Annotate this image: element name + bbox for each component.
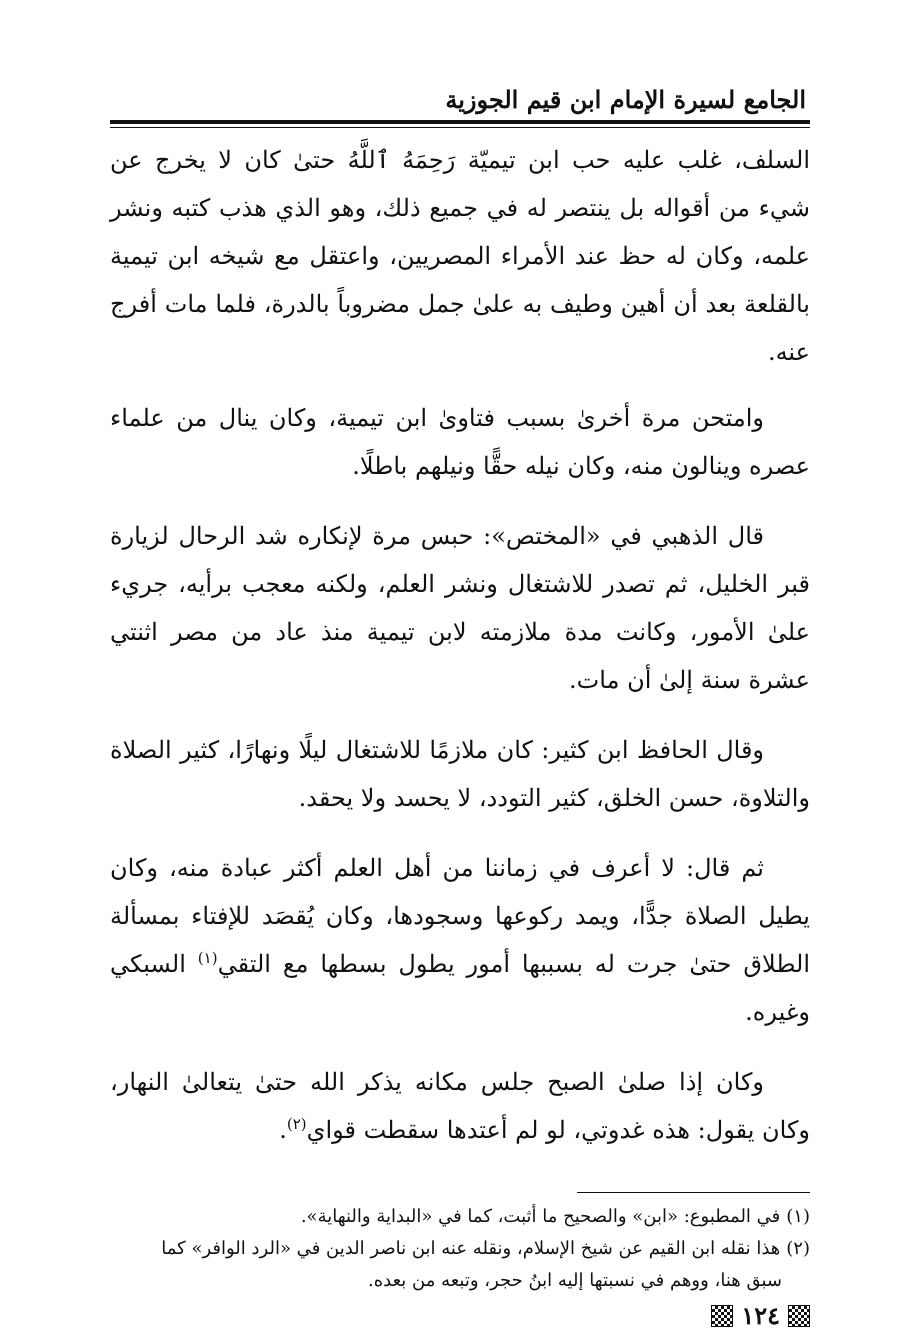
- paragraph-6-text: وكان إذا صلىٰ الصبح جلس مكانه يذكر الله حتىٰ يتعالىٰ النهار، وكان يقول: هذه غدوتي، لو لم أعتدها سقطت قواي: [110, 1068, 810, 1144]
- header-rule-thick: [110, 120, 810, 124]
- footnote-separator: [577, 1192, 810, 1193]
- footnote-1-number: (١): [786, 1206, 810, 1227]
- paragraph-5-tail: السبكي وغيره.: [110, 950, 810, 1026]
- footnote-ref-2[interactable]: (٢): [286, 1115, 307, 1133]
- header-rule-thin: [110, 127, 810, 128]
- ornament-right-icon: [788, 1305, 810, 1327]
- paragraph-3: قال الذهبي في «المختص»: حبس مرة لإنكاره شد الرحال لزيارة قبر الخليل، ثم تصدر للاشتغال ونشر العلم، ولكنه معجب برأيه، جريء علىٰ الأمور، وكانت مدة ملازمته لابن تيمية منذ عاد من مصر اثنتي عشرة سنة إلىٰ أن مات.: [110, 522, 810, 694]
- paragraph-4: وقال الحافظ ابن كثير: كان ملازمًا للاشتغال ليلًا ونهارًا، كثير الصلاة والتلاوة، حسن الخلق، كثير التودد، لا يحسد ولا يحقد.: [110, 736, 810, 812]
- footnote-2-continuation: سبق هنا، ووهم في نسبتها إليه ابنُ حجر، وتبعه من بعده.: [367, 1270, 782, 1291]
- paragraph-5-text: ثم قال: لا أعرف في زماننا من أهل العلم أكثر عبادة منه، وكان يطيل الصلاة جدًّا، ويمد ركوعها وسجودها، وكان يُقصَد للإفتاء بمسألة الطلاق حتىٰ جرت له بسببها أمور يطول بسطها مع التقي: [110, 854, 810, 978]
- paragraph-6-tail: .: [279, 1116, 287, 1144]
- page-number-block: [110, 1301, 810, 1331]
- paragraph-5: [110, 844, 810, 1036]
- paragraph-6: [110, 1058, 810, 1154]
- body-text: [110, 136, 810, 1154]
- document-page: [110, 82, 810, 1330]
- footnote-1-text: في المطبوع: «ابن» والصحيح ما أثبت، كما في «البداية والنهاية».: [300, 1206, 781, 1227]
- running-header-title: الجامع لسيرة الإمام ابن قيم الجوزية: [445, 85, 806, 114]
- footnote-2-number: (٢): [786, 1238, 810, 1259]
- footnotes: [110, 1201, 810, 1297]
- footnote-2: [110, 1233, 810, 1265]
- footnote-1: [110, 1201, 810, 1233]
- ornament-left-icon: [711, 1305, 733, 1327]
- footnote-ref-1[interactable]: (١): [197, 949, 218, 967]
- page-number: ١٢٤: [741, 1301, 780, 1330]
- paragraph-2: وامتحن مرة أخرىٰ بسبب فتاوىٰ ابن تيمية، وكان ينال من علماء عصره وينالون منه، وكان نيله حقًّا ونيلهم باطلًا.: [110, 404, 810, 480]
- footnote-2-text: هذا نقله ابن القيم عن شيخ الإسلام، ونقله عنه ابن ناصر الدين في «الرد الوافر» كما: [161, 1238, 781, 1259]
- paragraph-1: السلف، غلب عليه حب ابن تيميّة رَحِمَهُ ٱللَّهُ حتىٰ كان لا يخرج عن شيء من أقواله بل ينتصر له في جميع ذلك، وهو الذي هذب كتبه ونشر علمه، وكان له حظ عند الأمراء المصريين، واعتقل مع شيخه ابن تيمية بالقلعة بعد أن أهين وطيف به علىٰ جمل مضروباً بالدرة، فلما مات أفرج عنه.: [110, 146, 810, 366]
